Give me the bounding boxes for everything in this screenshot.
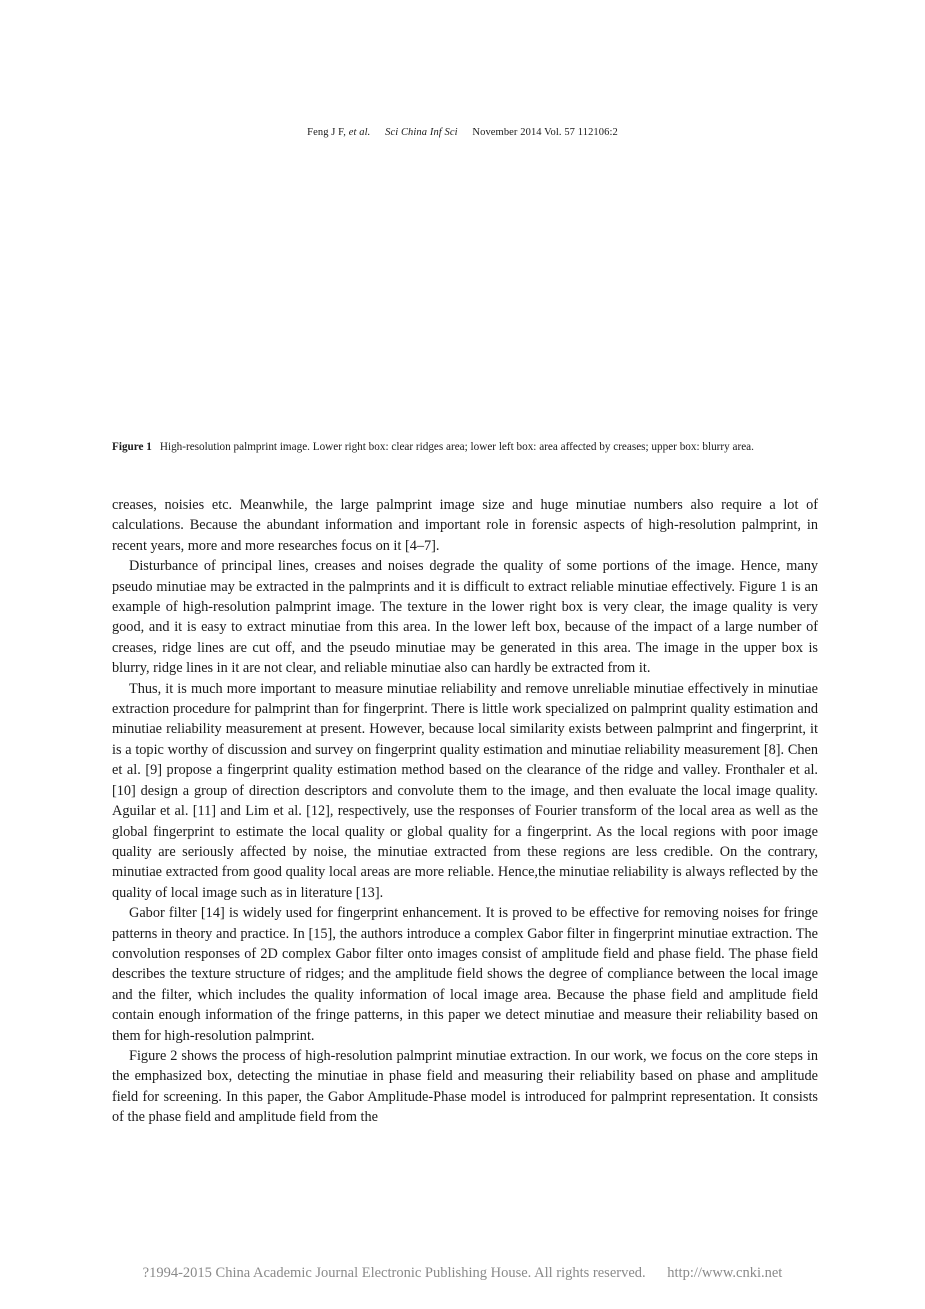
figure-1-caption — [112, 437, 818, 457]
figure-1-caption-text: High-resolution palmprint image. Lower right box: clear ridges area; lower left box: area affected by creases; upper box: blurry area. — [159, 441, 754, 453]
footer-copyright: ?1994-2015 China Academic Journal Electronic Publishing House. All rights reserved. — [142, 1265, 646, 1281]
paragraph-1: creases, noisies etc. Meanwhile, the large palmprint image size and huge minutiae numbers also require a lot of calculations. Because the abundant information and important role in forensic aspects of high-resolution palmprint, in recent years, more and more researches focus on it [4–7]. — [112, 497, 818, 554]
header-issue: November 2014 Vol. 57 112106:2 — [472, 127, 618, 138]
paragraph-5: Figure 2 shows the process of high-resolution palmprint minutiae extraction. In our work, we focus on the core steps in the emphasized box, detecting the minutiae in phase field and measuring their reliability based on phase and amplitude field for screening. In this paper, the Gabor Amplitude-Phase model is introduced for palmprint representation. It consists of the phase field and amplitude field from the — [112, 1047, 818, 1126]
figure-1-label: Figure 1 — [112, 441, 152, 453]
figure-1-image-area — [112, 160, 818, 428]
footer — [0, 1265, 925, 1282]
header-authors: Feng J F, — [307, 127, 347, 138]
header-et-al: et al. — [348, 127, 371, 138]
running-head — [0, 127, 925, 138]
header-journal: Sci China Inf Sci — [385, 127, 458, 138]
body-text — [112, 495, 818, 1128]
paragraph-2: Disturbance of principal lines, creases and noises degrade the quality of some portions of the image. Hence, many pseudo minutiae may be extracted in the palmprints and it is difficult to extract reliable minutiae effectively. Figure 1 is an example of high-resolution palmprint image. The texture in the lower right box is very clear, the image quality is very good, and it is easy to extract minutiae from this area. In the lower left box, because of the impact of a large number of creases, ridge lines are cut off, and the pseudo minutiae may be generated in this area. The image in the upper box is blurry, ridge lines in it are not clear, and reliable minutiae also can hardly be extracted from it. — [112, 558, 818, 677]
footer-url[interactable]: http://www.cnki.net — [667, 1265, 783, 1281]
paragraph-4: Gabor filter [14] is widely used for fingerprint enhancement. It is proved to be effective for removing noises for fringe patterns in theory and practice. In [15], the authors introduce a complex Gabor filter in fingerprint minutiae extraction. The convolution responses of 2D complex Gabor filter onto images consist of amplitude field and phase field. The phase field describes the texture structure of ridges; and the amplitude field shows the degree of compliance between the local image and the filter, which includes the quality information of local image area. Because the phase field and amplitude field contain enough information of the fringe patterns, in this paper we detect minutiae and measure their reliability based on them for high-resolution palmprint. — [112, 905, 818, 1044]
paragraph-3: Thus, it is much more important to measure minutiae reliability and remove unreliable minutiae effectively in minutiae extraction procedure for palmprint than for fingerprint. There is little work specialized on palmprint quality estimation and minutiae reliability measurement at present. However, because local similarity exists between palmprint and fingerprint, it is a topic worthy of discussion and survey on fingerprint quality estimation and minutiae reliability measurement [8]. Chen et al. [9] propose a fingerprint quality estimation method based on the clearance of the ridge and valley. Fronthaler et al. [10] design a group of direction descriptors and convolute them to the image, and then evaluate the local image quality. Aguilar et al. [11] and Lim et al. [12], respectively, use the responses of Fourier transform of the local area as well as the global fingerprint to estimate the local quality or global quality for a fingerprint. As the local regions with poor image quality are seriously affected by noise, the minutiae extracted from these regions are less credible. On the contrary, minutiae extracted from good quality local areas are more reliable. Hence,the minutiae reliability is always reflected by the quality of local image such as in literature [13]. — [112, 680, 818, 901]
